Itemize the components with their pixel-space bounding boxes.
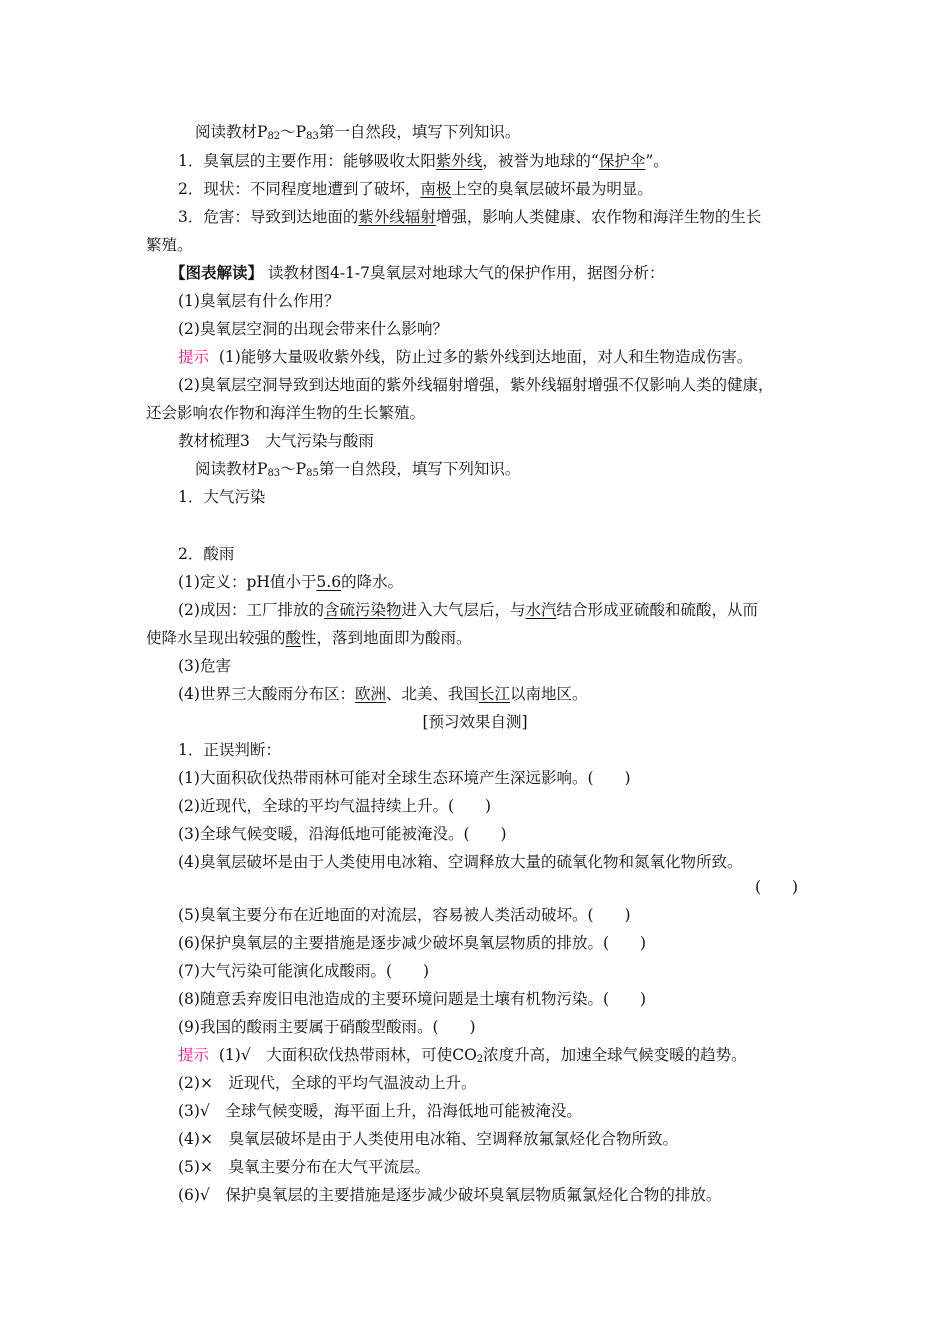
acid-rain-cause: (2)成因：工厂排放的含硫污染物进入大气层后，与水汽结合形成亚硫酸和硫酸，从而: [178, 601, 759, 619]
test-q7: (7)大气污染可能演化成酸雨。( ): [178, 962, 430, 980]
self-test-title: [预习效果自测]: [422, 713, 528, 731]
self-test-heading: 1．正误判断：: [178, 741, 281, 759]
test-a1: 提示 (1)√ 大面积砍伐热带雨林，可使$CO_2$浓度升高，加速全球气候变暖的趋势。: [178, 1046, 747, 1065]
test-a2: (2)× 近现代，全球的平均气温波动上升。: [178, 1074, 477, 1092]
chart-read-a1: 提示 (1)能够大量吸收紫外线，防止过多的紫外线到达地面，对人和生物造成伤害。: [178, 348, 753, 366]
test-a4: (4)× 臭氧层破坏是由于人类使用电冰箱、空调释放氟氯烃化合物所致。: [178, 1130, 678, 1148]
s3-intro: 阅读教材$P_{83}\sim P_{85}$第一自然段，填写下列知识。: [195, 460, 521, 479]
chart-read-line: 【图表解读】 读教材图4-1-7臭氧层对地球大气的保护作用，据图分析：: [170, 263, 665, 282]
test-a3: (3)√ 全球气候变暖，海平面上升，沿海低地可能被淹没。: [178, 1102, 582, 1120]
chart-read-q2: (2)臭氧层空洞的出现会带来什么影响？: [178, 320, 448, 338]
s2-item-2: 2．现状：不同程度地遭到了破坏，南极上空的臭氧层破坏最为明显。: [178, 180, 653, 198]
acid-rain-definition: (1)定义：pH值小于5.6的降水。: [178, 573, 404, 591]
test-q4-bracket: ( ): [755, 878, 799, 896]
test-q9: (9)我国的酸雨主要属于硝酸型酸雨。( ): [178, 1018, 476, 1036]
test-q5: (5)臭氧主要分布在近地面的对流层，容易被人类活动破坏。( ): [178, 906, 631, 924]
s3-title: 教材梳理3 大气污染与酸雨: [178, 432, 374, 450]
acid-rain-harm: (3)危害: [178, 657, 231, 675]
test-q3: (3)全球气候变暖，沿海低地可能被淹没。( ): [178, 825, 507, 843]
chart-read-a2-cont: 还会影响农作物和海洋生物的生长繁殖。: [146, 404, 426, 422]
test-q8: (8)随意丢弃废旧电池造成的主要环境问题是土壤有机物污染。( ): [178, 990, 647, 1008]
test-a5: (5)× 臭氧主要分布在大气平流层。: [178, 1158, 430, 1176]
test-q1: (1)大面积砍伐热带雨林可能对全球生态环境产生深远影响。( ): [178, 769, 631, 787]
tip-label: 提示: [178, 348, 210, 366]
chart-read-label: 【图表解读】: [170, 263, 264, 282]
s3-heading-1: 1．大气污染: [178, 488, 266, 506]
test-q6: (6)保护臭氧层的主要措施是逐步减少破坏臭氧层物质的排放。( ): [178, 934, 647, 952]
s2-item-3: 3．危害：导致到达地面的紫外线辐射增强，影响人类健康、农作物和海洋生物的生长: [178, 208, 762, 226]
chart-read-q1: (1)臭氧层有什么作用？: [178, 292, 340, 310]
acid-rain-cause-cont: 使降水呈现出较强的酸性，落到地面即为酸雨。: [146, 629, 472, 647]
test-a6: (6)√ 保护臭氧层的主要措施是逐步减少破坏臭氧层物质氟氯烃化合物的排放。: [178, 1186, 722, 1204]
s2-intro: 阅读教材$P_{82}\sim P_{83}$第一自然段，填写下列知识。: [195, 123, 521, 142]
s2-item-3-cont: 繁殖。: [146, 236, 193, 254]
tip-label: 提示: [178, 1046, 210, 1064]
s2-item-1: 1．臭氧层的主要作用：能够吸收太阳紫外线，被誉为地球的“保护伞”。: [178, 152, 669, 170]
test-q2: (2)近现代，全球的平均气温持续上升。( ): [178, 797, 492, 815]
s3-heading-2: 2．酸雨: [178, 545, 235, 563]
chart-read-a2: (2)臭氧层空洞导致到达地面的紫外线辐射增强，紫外线辐射增强不仅影响人类的健康，: [178, 376, 774, 394]
acid-rain-distribution: (4)世界三大酸雨分布区：欧洲、北美、我国长江以南地区。: [178, 685, 588, 703]
test-q4: (4)臭氧层破坏是由于人类使用电冰箱、空调释放大量的硫氧化物和氮氧化物所致。: [178, 853, 743, 871]
